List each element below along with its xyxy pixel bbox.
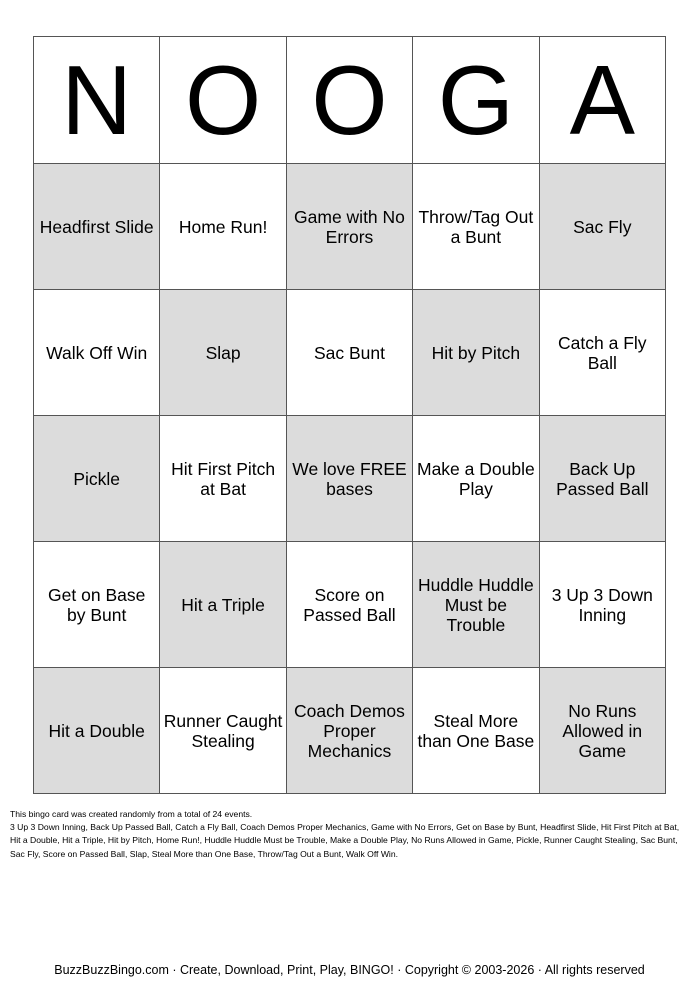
- bingo-cell: Sac Fly: [539, 164, 665, 290]
- bingo-cell: Catch a Fly Ball: [539, 290, 665, 416]
- bingo-cell: Home Run!: [160, 164, 286, 290]
- bingo-cell: No Runs Allowed in Game: [539, 668, 665, 794]
- bingo-row-1: [34, 164, 666, 290]
- bingo-card: [33, 36, 666, 794]
- header-letter-2: O: [160, 37, 286, 164]
- bingo-cell: Hit by Pitch: [413, 290, 539, 416]
- bingo-cell: Walk Off Win: [34, 290, 160, 416]
- bingo-cell: Slap: [160, 290, 286, 416]
- bingo-cell: Headfirst Slide: [34, 164, 160, 290]
- bingo-cell: Coach Demos Proper Mechanics: [286, 668, 412, 794]
- bingo-cell: Back Up Passed Ball: [539, 416, 665, 542]
- bingo-cell: Get on Base by Bunt: [34, 542, 160, 668]
- header-row: [34, 37, 666, 164]
- header-letter-5: A: [539, 37, 665, 164]
- note-events: 3 Up 3 Down Inning, Back Up Passed Ball, Catch a Fly Ball, Coach Demos Proper Mechanics, Game with No Errors, Get on Base by Bunt, Headfirst Slide, Hit First Pitch at Bat, Hit a Double, Hit a Triple, Hit by Pitch, Home Run!, Huddle Huddle Must be Trouble, Make a Double Play, No Runs Allowed in Game, Pickle, Runner Caught Stealing, Sac Bunt, Sac Fly, Score on Passed Ball, Slap, Steal More than One Base, Throw/Tag Out a Bunt, Walk Off Win.: [10, 822, 680, 859]
- footer-copyright: BuzzBuzzBingo.com · Create, Download, Print, Play, BINGO! · Copyright © 2003-2026 · All rights reserved: [54, 963, 645, 977]
- bingo-row-2: [34, 290, 666, 416]
- header-letter-3: O: [286, 37, 412, 164]
- bingo-cell: Huddle Huddle Must be Trouble: [413, 542, 539, 668]
- bingo-cell: Score on Passed Ball: [286, 542, 412, 668]
- bingo-cell: Pickle: [34, 416, 160, 542]
- bingo-row-4: [34, 542, 666, 668]
- bingo-row-3: [34, 416, 666, 542]
- bingo-cell: Sac Bunt: [286, 290, 412, 416]
- bingo-row-5: [34, 668, 666, 794]
- bingo-cell: Hit a Double: [34, 668, 160, 794]
- bingo-cell: Runner Caught Stealing: [160, 668, 286, 794]
- bingo-cell: Make a Double Play: [413, 416, 539, 542]
- bingo-cell: Hit First Pitch at Bat: [160, 416, 286, 542]
- note-intro: This bingo card was created randomly from a total of 24 events.: [10, 809, 253, 819]
- event-list-note: [10, 808, 690, 861]
- bingo-cell: Hit a Triple: [160, 542, 286, 668]
- bingo-cell: Throw/Tag Out a Bunt: [413, 164, 539, 290]
- header-letter-1: N: [34, 37, 160, 164]
- bingo-cell: Steal More than One Base: [413, 668, 539, 794]
- bingo-cell: Game with No Errors: [286, 164, 412, 290]
- header-letter-4: G: [413, 37, 539, 164]
- bingo-cell: We love FREE bases: [286, 416, 412, 542]
- bingo-cell: 3 Up 3 Down Inning: [539, 542, 665, 668]
